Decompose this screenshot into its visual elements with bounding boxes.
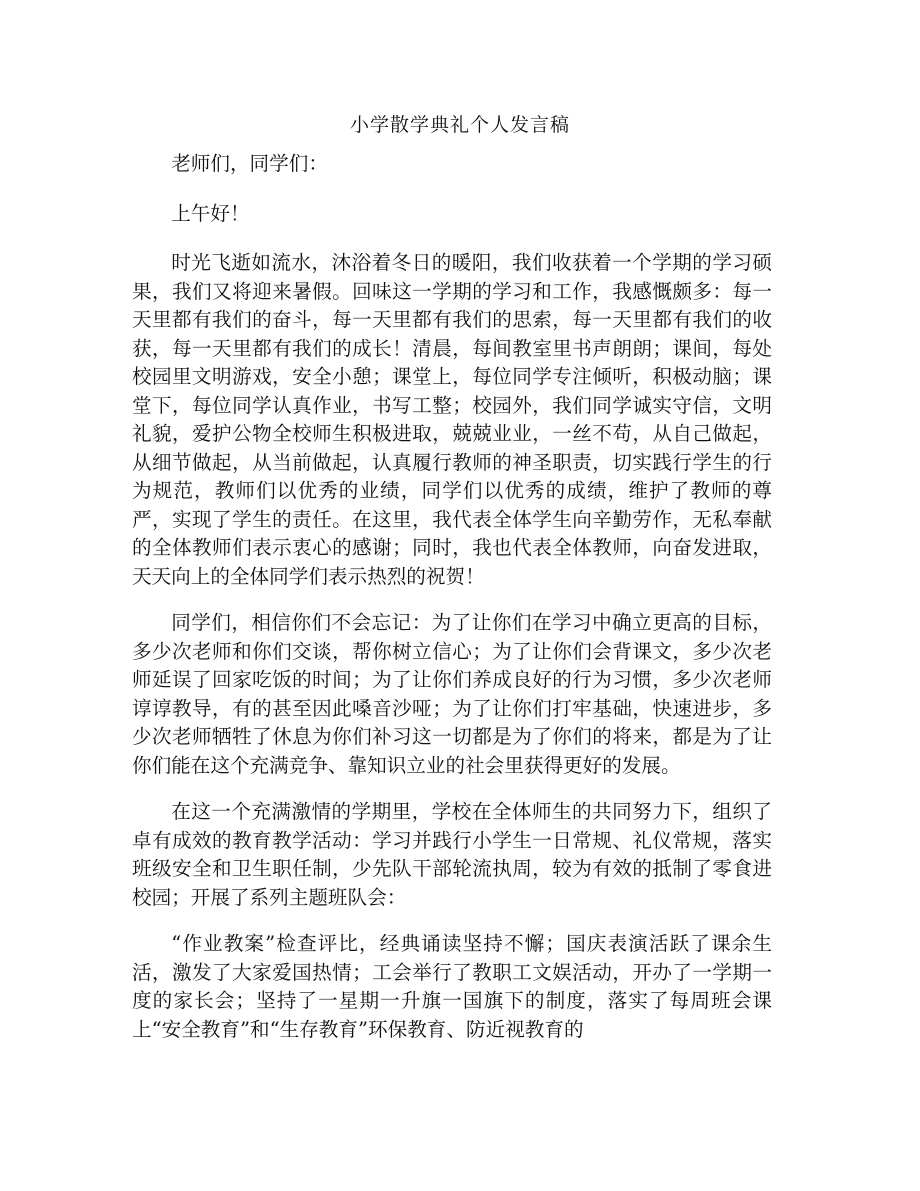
body-paragraph: 同学们，相信你们不会忘记：为了让你们在学习中确立更高的目标，多少次老师和你们交谈，帮你树立信心；为了让你们会背课文，多少次老师延误了回家吃饭的时间；为了让你们养成良好的行为习惯，多少次老师谆谆教导，有的甚至因此嗓音沙哑；为了让你们打牢基础，快速进步，多少次老师牺牲了休息为你们补习这一切都是为了你们的将来，都是为了让你们能在这个充满竞争、靠知识立业的社会里获得更好的发展。 [132, 611, 772, 777]
body-paragraph: 时光飞逝如流水，沐浴着冬日的暖阳，我们收获着一个学期的学习硕果，我们又将迎来暑假。回味这一学期的学习和工作，我感慨颇多：每一天里都有我们的奋斗，每一天里都有我们的思索，每一天里都有我们的收获，每一天里都有我们的成长！清晨，每间教室里书声朗朗；课间，每处校园里文明游戏，安全小憩；课堂上，每位同学专注倾听，积极动脑；课堂下，每位同学认真作业，书写工整；校园外，我们同学诚实守信，文明礼貌，爱护公物全校师生积极进取，兢兢业业，一丝不苟，从自己做起，从细节做起，从当前做起，认真履行教师的神圣职责，切实践行学生的行为规范，教师们以优秀的业绩，同学们以优秀的成绩，维护了教师的尊严，实现了学生的责任。在这里，我代表全体学生向辛勤劳作，无私奉献的全体教师们表示衷心的感谢；同时，我也代表全体教师，向奋发进取，天天向上的全体同学们表示热烈的祝贺！ [132, 251, 772, 588]
body-paragraph: 在这一个充满激情的学期里，学校在全体师生的共同努力下，组织了卓有成效的教育教学活动：学习并践行小学生一日常规、礼仪常规，落实班级安全和卫生职任制，少先队干部轮流执周，较为有效的抵制了零食进校园；开展了系列主题班队会： [132, 800, 772, 909]
document-body [132, 150, 772, 1062]
body-paragraph: “作业教案”检查评比，经典诵读坚持不懈；国庆表演活跃了课余生活，激发了大家爱国热情；工会举行了教职工文娱活动，开办了一学期一度的家长会；坚持了一星期一升旗一国旗下的制度，落实了每周班会课上“安全教育”和“生存教育”环保教育、防近视教育的 [132, 932, 772, 1041]
document-title: 小学散学典礼个人发言稿 [349, 114, 570, 136]
salutation-paragraph: 老师们，同学们： [171, 152, 328, 175]
greeting-paragraph: 上午好！ [171, 201, 250, 225]
